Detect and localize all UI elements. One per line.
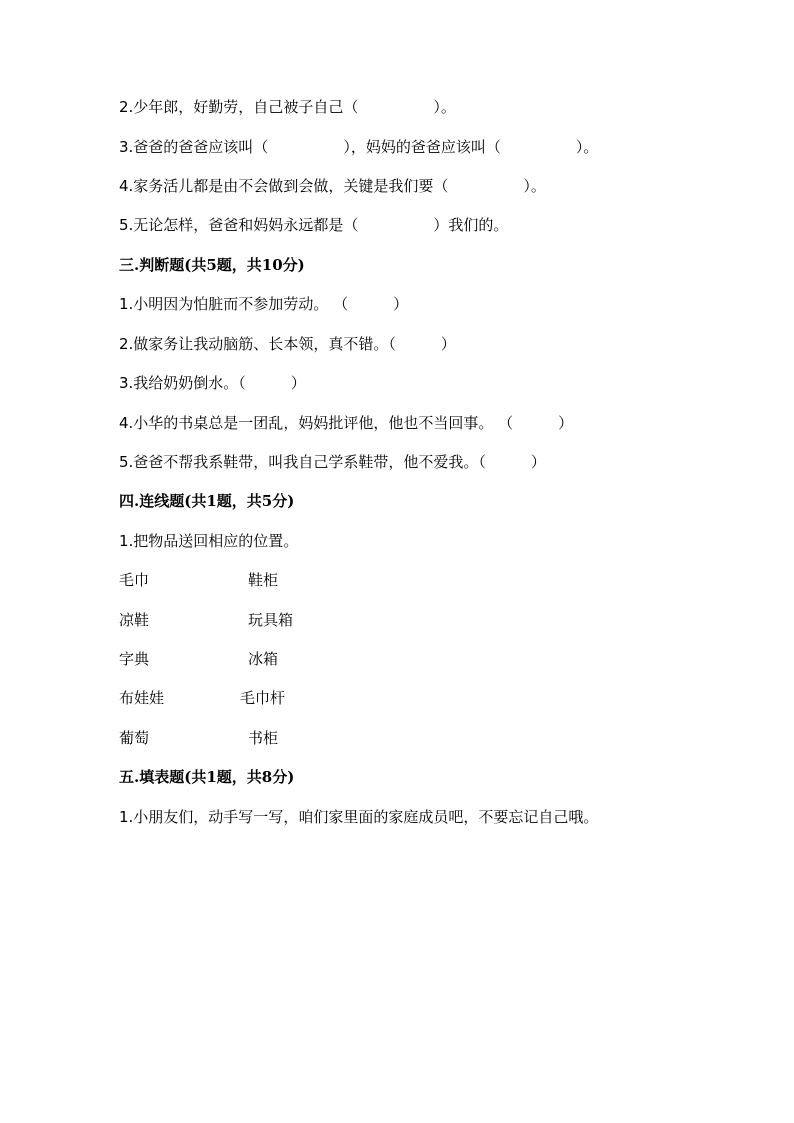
table-question-1: 1.小朋友们，动手写一写，咱们家里面的家庭成员吧，不要忘记自己哦。: [119, 808, 599, 826]
matching-left-item: 葡萄: [119, 729, 150, 747]
section-heading-matching: 四.连线题(共1题，共5分): [119, 492, 295, 510]
matching-question-1: 1.把物品送回相应的位置。: [119, 532, 299, 550]
matching-right-item: 鞋柜: [248, 571, 279, 589]
judgement-question-5: 5.爸爸不帮我系鞋带，叫我自己学系鞋带，他不爱我。（ ）: [119, 453, 546, 471]
judgement-question-4: 4.小华的书桌总是一团乱，妈妈批评他，他也不当回事。 （ ）: [119, 414, 574, 432]
fill-question-4: 4.家务活儿都是由不会做到会做，关键是我们要（ ）。: [119, 177, 546, 195]
section-heading-judgement: 三.判断题(共5题，共10分): [119, 256, 305, 274]
judgement-question-2: 2.做家务让我动脑筋、长本领，真不错。（ ）: [119, 335, 456, 353]
judgement-question-1: 1.小明因为怕脏而不参加劳动。 （ ）: [119, 295, 409, 313]
matching-left-item: 布娃娃: [119, 689, 165, 707]
matching-left-item: 凉鞋: [119, 611, 150, 629]
section-heading-table: 五.填表题(共1题，共8分): [119, 768, 295, 786]
fill-question-2: 2.少年郎，好勤劳，自己被子自己（ ）。: [119, 98, 456, 116]
matching-right-item: 冰箱: [248, 650, 279, 668]
matching-left-item: 字典: [119, 650, 150, 668]
matching-right-item: 书柜: [248, 729, 279, 747]
fill-question-3: 3.爸爸的爸爸应该叫（ ），妈妈的爸爸应该叫（ ）。: [119, 138, 599, 156]
fill-question-5: 5.无论怎样，爸爸和妈妈永远都是（ ）我们的。: [119, 216, 509, 234]
matching-right-item: 玩具箱: [248, 611, 294, 629]
matching-right-item: 毛巾杆: [240, 689, 286, 707]
matching-left-item: 毛巾: [119, 571, 150, 589]
judgement-question-3: 3.我给奶奶倒水。（ ）: [119, 374, 306, 392]
